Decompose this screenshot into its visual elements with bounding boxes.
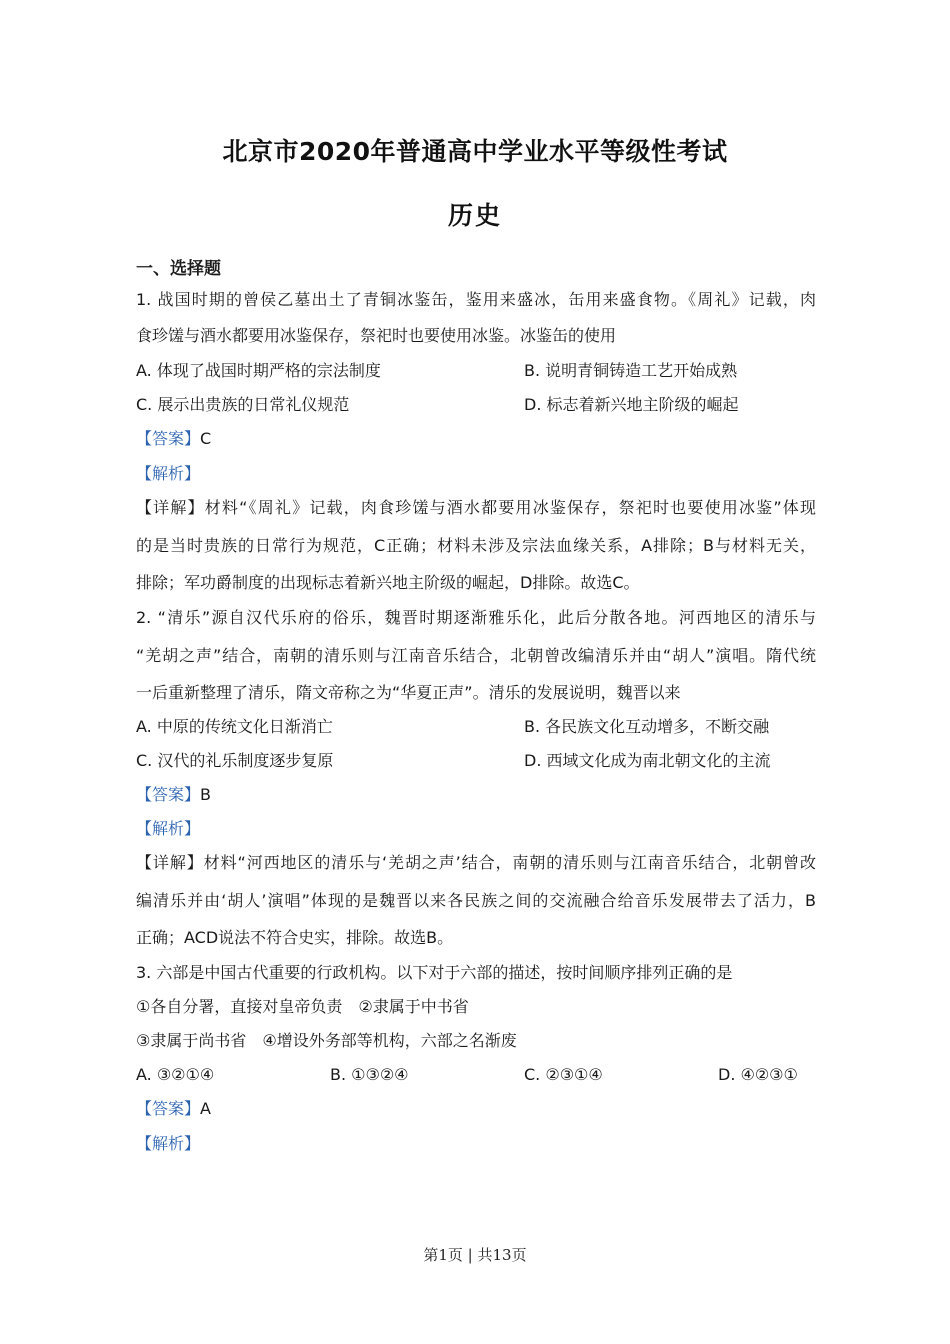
q2-stem-line-1: 2. “清乐”源自汉代乐府的俗乐，魏晋时期逐渐雅乐化，此后分散各地。河西地区的清乐与 (136, 608, 816, 627)
answer-value: C (200, 429, 212, 448)
q3-option-d: D. ④②③① (718, 1065, 798, 1084)
q3-option-c: C. ②③①④ (524, 1065, 603, 1084)
q1-detail-line-3: 排除；军功爵制度的出现标志着新兴地主阶级的崛起，D排除。故选C。 (136, 573, 640, 592)
answer-tag: 【答案】 (136, 429, 201, 448)
q2-option-b: B. 各民族文化互动增多，不断交融 (524, 717, 770, 736)
answer-tag: 【答案】 (136, 785, 201, 804)
section-heading: 一、选择题 (136, 259, 221, 279)
page-footer: 第1页 | 共13页 (423, 1246, 527, 1264)
subject-title: 历史 (447, 201, 502, 230)
q3-option-b: B. ①③②④ (330, 1065, 409, 1084)
q1-stem-line-2: 食珍馐与酒水都要用冰鉴保存，祭祀时也要使用冰鉴。冰鉴缶的使用 (136, 326, 617, 345)
answer-tag: 【答案】 (136, 1099, 201, 1118)
detail-tag: 【详解】 (136, 498, 205, 517)
q1-option-c: C. 展示出贵族的日常礼仪规范 (136, 395, 350, 414)
exam-title: 北京市2020年普通高中学业水平等级性考试 (222, 137, 728, 166)
q2-detail-line-1 (136, 853, 816, 873)
q1-option-a: A. 体现了战国时期严格的宗法制度 (136, 361, 381, 380)
q2-option-a: A. 中原的传统文化日渐消亡 (136, 717, 333, 736)
q3-item-line-1: ①各自分署，直接对皇帝负责 ②隶属于中书省 (136, 997, 469, 1016)
detail-tag: 【详解】 (136, 853, 204, 872)
q3-stem-line-1: 3. 六部是中国古代重要的行政机构。以下对于六部的描述，按时间顺序排列正确的是 (136, 963, 733, 982)
q1-detail-line-1 (136, 498, 816, 518)
detail-text: 材料“《周礼》记载，肉食珍馐与酒水都要用冰鉴保存，祭祀时也要使用冰鉴”体现 (204, 498, 816, 517)
q1-stem-line-1: 1. 战国时期的曾侯乙墓出土了青铜冰鉴缶，鉴用来盛冰，缶用来盛食物。《周礼》记载，肉 (136, 290, 816, 309)
q3-item-line-2: ③隶属于尚书省 ④增设外务部等机构，六部之名渐废 (136, 1031, 517, 1050)
q2-detail-line-2: 编清乐并由‘胡人’演唱”体现的是魏晋以来各民族之间的交流融合给音乐发展带去了活力，B (136, 891, 816, 910)
q1-analysis-tag: 【解析】 (136, 464, 201, 483)
q2-answer (136, 785, 211, 805)
q2-analysis-tag: 【解析】 (136, 819, 201, 838)
q1-answer (136, 429, 211, 449)
q2-option-d: D. 西域文化成为南北朝文化的主流 (524, 751, 771, 770)
q3-analysis-tag: 【解析】 (136, 1134, 201, 1153)
q1-option-b: B. 说明青铜铸造工艺开始成熟 (524, 361, 738, 380)
q1-detail-line-2: 的是当时贵族的日常行为规范，C正确；材料未涉及宗法血缘关系，A排除；B与材料无关， (136, 536, 816, 555)
q3-answer (136, 1099, 211, 1119)
q2-stem-line-2: “羌胡之声”结合，南朝的清乐则与江南音乐结合，北朝曾改编清乐并由“胡人”演唱。隋代统 (136, 646, 816, 665)
q1-option-d: D. 标志着新兴地主阶级的崛起 (524, 395, 739, 414)
q3-option-a: A. ③②①④ (136, 1065, 215, 1084)
answer-value: B (200, 785, 211, 804)
detail-text: 材料“河西地区的清乐与‘羌胡之声’结合，南朝的清乐则与江南音乐结合，北朝曾改 (203, 853, 816, 872)
q2-option-c: C. 汉代的礼乐制度逐步复原 (136, 751, 334, 770)
q2-stem-line-3: 一后重新整理了清乐，隋文帝称之为“华夏正声”。清乐的发展说明，魏晋以来 (136, 683, 681, 702)
answer-value: A (200, 1099, 211, 1118)
q2-detail-line-3: 正确；ACD说法不符合史实，排除。故选B。 (136, 928, 454, 947)
